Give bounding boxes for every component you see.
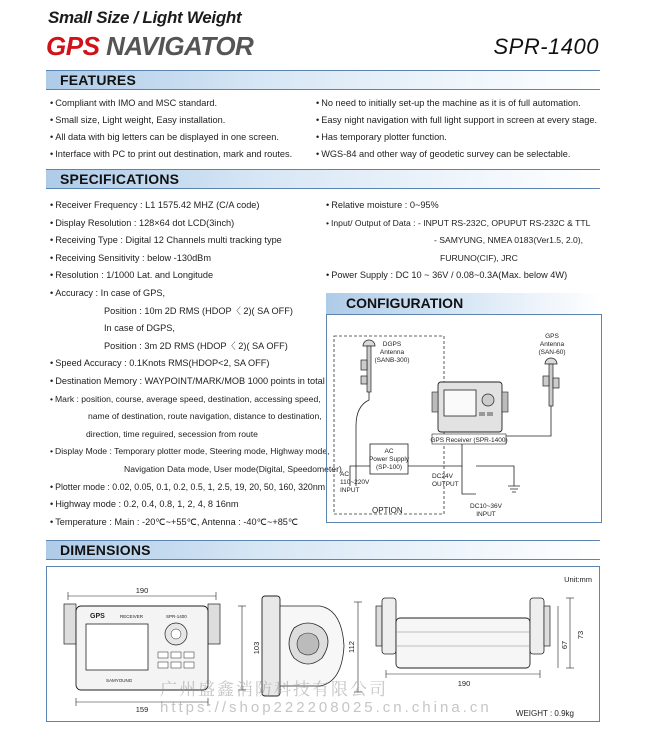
product-title-gps: GPS [46, 31, 100, 61]
feature-item: • Compliant with IMO and MSC standard. [50, 99, 292, 116]
spec-item: • Input/ Output of Data : - INPUT RS-232C, OPUPUT RS-232C & TTL [326, 219, 590, 237]
dc-output-label-1: DC24V [432, 473, 453, 480]
unit-label: Unit:mm [564, 575, 592, 584]
specifications-right-list [326, 201, 590, 289]
spec-item: • Accuracy : In case of GPS, [50, 289, 342, 307]
watermark-url: https://shop222208025.cn.china.cn [160, 699, 492, 716]
feature-item: • Interface with PC to print out destination, mark and routes. [50, 150, 292, 167]
spec-item: Navigation Data mode, User mode(Digital, Speedometer) [124, 463, 342, 474]
ac-input-label-3: INPUT [340, 487, 360, 494]
configuration-header [326, 293, 602, 315]
option-label: OPTION [372, 506, 403, 515]
dgps-antenna-icon [361, 340, 375, 392]
gps-receiver-icon [432, 382, 508, 432]
spec-item: • Destination Memory : WAYPOINT/MARK/MOB 1000 points in total [50, 377, 342, 395]
spec-item: • Display Resolution : 128×64 dot LCD(3inch) [50, 219, 342, 237]
features-left-list [50, 99, 292, 167]
front-width-label: 190 [135, 586, 149, 595]
top-inner-height-label: 67 [560, 640, 569, 650]
specifications-title: SPECIFICATIONS [60, 171, 180, 187]
power-supply-label-1: AC [384, 448, 394, 455]
gps-antenna-label-2: Antenna [539, 341, 565, 348]
features-right-list [316, 99, 597, 167]
spec-item: • Receiving Type : Digital 12 Channels multi tracking type [50, 236, 342, 254]
dimensions-header [46, 540, 600, 560]
weight-label: WEIGHT : 0.9kg [515, 709, 574, 718]
spec-item: • Resolution : 1/1000 Lat. and Longitude [50, 271, 342, 289]
top-width-label: 190 [457, 679, 471, 688]
configuration-diagram [326, 316, 602, 522]
top-view [376, 598, 585, 688]
front-height-label: 103 [252, 641, 261, 655]
spec-item: Position : 3m 2D RMS (HDOP〈 2)( SA OFF) [104, 340, 288, 351]
tagline: Small Size / Light Weight [48, 8, 242, 27]
gps-antenna-icon [543, 358, 559, 406]
features-header [46, 70, 600, 90]
product-title [46, 31, 253, 62]
dgps-antenna-label-2: Antenna [379, 349, 405, 356]
spec-item: FURUNO(CIF), JRC [440, 252, 518, 263]
face-brand: GPS [90, 613, 105, 620]
spec-item: • Receiver Frequency : L1 1575.42 MHZ (C/A code) [50, 201, 342, 219]
dc-input-label-2: INPUT [476, 511, 496, 518]
top-outer-height-label: 73 [576, 630, 585, 640]
watermark-company: 广州盛鑫消防科技有限公司 [160, 680, 388, 699]
dc-output-label-2: OUTPUT [432, 481, 459, 488]
spec-item: • Plotter mode : 0.02, 0.05, 0.1, 0.2, 0.5, 1, 2.5, 19, 20, 50, 160, 320nm [50, 483, 342, 501]
feature-item: • Easy night navigation with full light support in screen at every stage. [316, 116, 597, 133]
configuration-title: CONFIGURATION [346, 295, 464, 311]
dimensions-title: DIMENSIONS [60, 542, 151, 558]
spec-item: • Highway mode : 0.2, 0.4, 0.8, 1, 2, 4, 8 16nm [50, 500, 342, 518]
spec-item: • Relative moisture : 0~95% [326, 201, 590, 219]
spec-item: • Display Mode : Temporary plotter mode, Steering mode, Highway mode, [50, 447, 342, 465]
side-height-label: 112 [347, 641, 356, 653]
spec-item: Position : 10m 2D RMS (HDOP〈 2)( SA OFF) [104, 305, 293, 316]
specifications-left-list [50, 201, 342, 535]
specifications-header [46, 169, 600, 189]
product-title-rest: NAVIGATOR [99, 31, 254, 61]
spec-item: In case of DGPS, [104, 323, 175, 334]
model-number: SPR-1400 [493, 34, 599, 59]
face-model: SPR-1400 [166, 614, 187, 619]
features-title: FEATURES [60, 72, 137, 88]
gps-antenna-label-3: (SAN-60) [538, 349, 566, 356]
feature-item: • Has temporary plotter function. [316, 133, 597, 150]
spec-item: • Power Supply : DC 10 ~ 36V / 0.08~0.3A(Max. below 4W) [326, 271, 590, 289]
feature-item: • All data with big letters can be displayed in one screen. [50, 133, 292, 150]
spec-item: direction, time reguired, secession from route [86, 428, 258, 439]
ac-input-label-2: 110~220V [340, 479, 370, 486]
power-supply-label-2: Power Supply [368, 456, 410, 463]
ac-input-label-1: AC [340, 471, 350, 478]
feature-item: • No need to initially set-up the machine as it is of full automation. [316, 99, 597, 116]
feature-item: • WGS-84 and other way of geodetic survey can be selectable. [316, 150, 597, 167]
feature-item: • Small size, Light weight, Easy installation. [50, 116, 292, 133]
spec-item: • Temperature : Main : -20℃~+55℃, Antenna : -40℃~+85℃ [50, 518, 342, 536]
spec-item: • Speed Accuracy : 0.1Knots RMS(HDOP<2, SA OFF) [50, 359, 342, 377]
power-supply-label-3: (SP-100) [375, 464, 403, 471]
receiver-label: GPS Receiver (SPR-1400) [430, 437, 508, 444]
dgps-antenna-label-3: (SANB-300) [374, 357, 410, 364]
spec-item: • Receiving Sensitivity : below -130dBm [50, 254, 342, 272]
spec-item: - SAMYUNG, NMEA 0183(Ver1.5, 2.0), [434, 235, 584, 246]
ground-icon [508, 486, 520, 492]
spec-item: • Mark : position, course, average speed, destination, accessing speed, [50, 395, 342, 413]
face-label: RECEIVER [120, 614, 144, 619]
spec-item: name of destination, route navigation, distance to destination, [88, 411, 322, 422]
gps-antenna-label-1: GPS [545, 333, 559, 340]
face-maker: SAMYOUNG [106, 678, 133, 683]
dgps-antenna-label-1: DGPS [382, 341, 402, 348]
front-bottom-width-label: 159 [135, 705, 149, 714]
dc-input-label-1: DC10~36V [470, 503, 502, 510]
